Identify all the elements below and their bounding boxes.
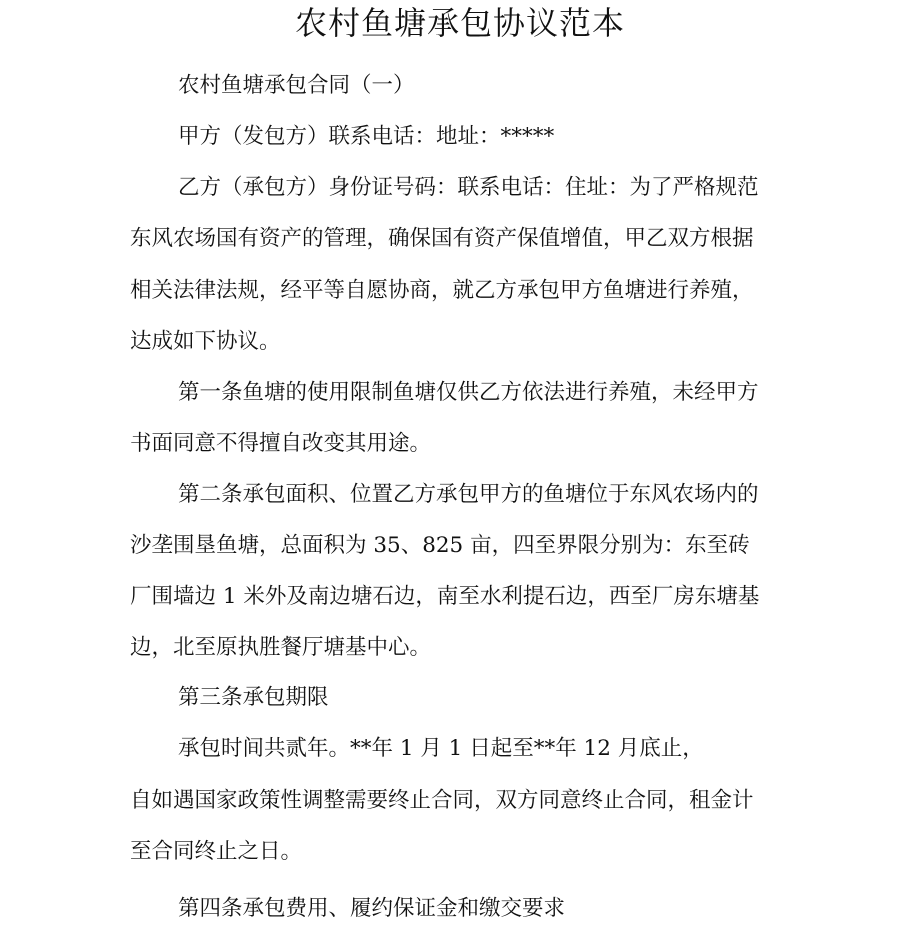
article-2-line: 第二条承包面积、位置乙方承包甲方的鱼塘位于东风农场内的 xyxy=(178,482,759,507)
article-4-heading: 第四条承包费用、履约保证金和缴交要求 xyxy=(178,896,566,921)
paragraph-line: 沙垄围垦鱼塘，总面积为 35、825 亩，四至界限分别为：东至砖 xyxy=(130,533,750,558)
paragraph-line: 东风农场国有资产的管理，确保国有资产保值增值，甲乙双方根据 xyxy=(130,226,754,251)
paragraph-line: 自如遇国家政策性调整需要终止合同，双方同意终止合同，租金计 xyxy=(130,788,754,813)
article-3-heading: 第三条承包期限 xyxy=(178,685,329,710)
paragraph-line: 边，北至原执胜餐厅塘基中心。 xyxy=(130,635,432,660)
article-1-line: 第一条鱼塘的使用限制鱼塘仅供乙方依法进行养殖，未经甲方 xyxy=(178,380,759,405)
contract-heading: 农村鱼塘承包合同（一） xyxy=(178,73,415,98)
paragraph-line: 书面同意不得擅自改变其用途。 xyxy=(130,431,432,456)
paragraph-line: 达成如下协议。 xyxy=(130,329,281,354)
paragraph-line: 厂围墙边 1 米外及南边塘石边，南至水利提石边，西至厂房东塘基 xyxy=(130,584,760,609)
paragraph-line: 相关法律法规，经平等自愿协商，就乙方承包甲方鱼塘进行养殖， xyxy=(130,278,754,303)
document-title: 农村鱼塘承包协议范本 xyxy=(294,4,625,42)
term-line: 承包时间共贰年。**年 1 月 1 日起至**年 12 月底止， xyxy=(178,736,704,761)
party-a-line: 甲方（发包方）联系电话：地址：***** xyxy=(178,124,555,149)
party-b-line: 乙方（承包方）身份证号码：联系电话：住址：为了严格规范 xyxy=(178,175,759,200)
paragraph-line: 至合同终止之日。 xyxy=(130,839,303,864)
